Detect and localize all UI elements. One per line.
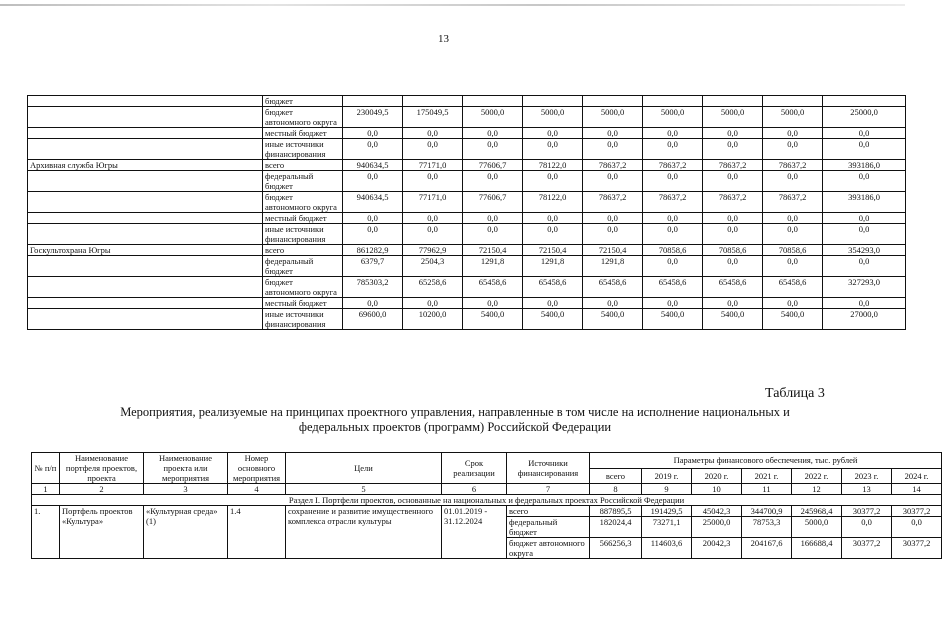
value-cell: 30377,2 — [842, 506, 892, 517]
org-cell — [28, 309, 263, 330]
section-title: Раздел I. Портфели проектов, основанные на национальных и федеральных проектах Российской Федерации — [32, 495, 942, 506]
value-cell: 0,0 — [643, 224, 703, 245]
value-cell: 0,0 — [703, 171, 763, 192]
org-cell — [28, 277, 263, 298]
value-cell: 861282,9 — [343, 245, 403, 256]
value-cell: 0,0 — [703, 256, 763, 277]
org-cell — [28, 224, 263, 245]
value-cell: 0,0 — [763, 139, 823, 160]
value-cell: 0,0 — [583, 224, 643, 245]
source-cell: местный бюджет — [263, 213, 343, 224]
value-cell: 77962,9 — [403, 245, 463, 256]
table-3-title: Мероприятия, реализуемые на принципах проектного управления, направленные в том числе на исполнение национальных и федеральных проектов (программ) Российской Федерации — [120, 405, 790, 434]
value-cell: 1291,8 — [463, 256, 523, 277]
value-cell: 0,0 — [763, 256, 823, 277]
header-project: Наименование проекта или мероприятия — [144, 453, 228, 484]
column-number: 14 — [892, 484, 942, 495]
value-cell: 327293,0 — [823, 277, 906, 298]
value-cell: 393186,0 — [823, 192, 906, 213]
value-cell: 0,0 — [842, 517, 892, 538]
source-cell: федеральный бюджет — [263, 171, 343, 192]
value-cell: 0,0 — [823, 171, 906, 192]
header-num: № п/п — [32, 453, 60, 484]
value-cell: 72150,4 — [523, 245, 583, 256]
value-cell: 0,0 — [523, 171, 583, 192]
value-cell: 69600,0 — [343, 309, 403, 330]
value-cell: 20042,3 — [692, 538, 742, 559]
value-cell: 78122,0 — [523, 160, 583, 171]
value-cell: 0,0 — [463, 224, 523, 245]
value-cell: 6379,7 — [343, 256, 403, 277]
projects-table — [31, 452, 942, 559]
page-number: 13 — [438, 33, 449, 45]
value-cell: 78637,2 — [763, 160, 823, 171]
header-sources: Источники финансирования — [507, 453, 590, 484]
source-cell: всего — [507, 506, 590, 517]
column-number: 13 — [842, 484, 892, 495]
value-cell: 0,0 — [703, 298, 763, 309]
table-row — [28, 139, 906, 160]
value-cell: 5000,0 — [763, 107, 823, 128]
value-cell: 5000,0 — [523, 107, 583, 128]
value-cell: 77171,0 — [403, 160, 463, 171]
org-cell — [28, 298, 263, 309]
value-cell: 78637,2 — [583, 160, 643, 171]
table-row — [28, 256, 906, 277]
value-cell: 785303,2 — [343, 277, 403, 298]
value-cell: 0,0 — [643, 128, 703, 139]
value-cell: 65458,6 — [463, 277, 523, 298]
value-cell: 0,0 — [523, 298, 583, 309]
value-cell: 0,0 — [763, 298, 823, 309]
header-year: 2024 г. — [892, 468, 942, 484]
value-cell: 65458,6 — [763, 277, 823, 298]
column-number: 2 — [60, 484, 144, 495]
source-cell: иные источники финансирования — [263, 139, 343, 160]
value-cell: 393186,0 — [823, 160, 906, 171]
value-cell: 0,0 — [343, 298, 403, 309]
item-term: 01.01.2019 - 31.12.2024 — [442, 506, 507, 559]
value-cell: 191429,5 — [642, 506, 692, 517]
header-term: Срок реализации — [442, 453, 507, 484]
header-year: 2020 г. — [692, 468, 742, 484]
value-cell: 0,0 — [643, 256, 703, 277]
header-params: Параметры финансового обеспечения, тыс. рублей — [590, 453, 942, 469]
column-number: 8 — [590, 484, 642, 495]
value-cell — [463, 96, 523, 107]
header-year: 2022 г. — [792, 468, 842, 484]
value-cell: 0,0 — [643, 298, 703, 309]
header-year: 2023 г. — [842, 468, 892, 484]
value-cell: 0,0 — [823, 224, 906, 245]
column-number: 12 — [792, 484, 842, 495]
value-cell: 25000,0 — [823, 107, 906, 128]
value-cell: 0,0 — [643, 213, 703, 224]
value-cell: 0,0 — [343, 128, 403, 139]
value-cell: 5000,0 — [583, 107, 643, 128]
item-num: 1. — [32, 506, 60, 559]
header-year: 2021 г. — [742, 468, 792, 484]
value-cell: 0,0 — [463, 171, 523, 192]
value-cell: 0,0 — [463, 128, 523, 139]
table-row — [28, 298, 906, 309]
value-cell: 78637,2 — [763, 192, 823, 213]
value-cell: 0,0 — [703, 128, 763, 139]
section-row — [32, 495, 942, 506]
column-number: 6 — [442, 484, 507, 495]
value-cell: 0,0 — [403, 171, 463, 192]
table-row — [28, 160, 906, 171]
table-row — [28, 224, 906, 245]
column-number: 3 — [144, 484, 228, 495]
value-cell: 0,0 — [403, 128, 463, 139]
value-cell: 0,0 — [403, 298, 463, 309]
org-cell — [28, 107, 263, 128]
table-row — [32, 506, 942, 517]
scan-edge-artifact — [0, 4, 905, 6]
source-cell: местный бюджет — [263, 298, 343, 309]
header-main-event: Номер основного мероприятия — [228, 453, 286, 484]
value-cell: 0,0 — [763, 128, 823, 139]
value-cell: 230049,5 — [343, 107, 403, 128]
value-cell: 1291,8 — [583, 256, 643, 277]
column-number-row — [32, 484, 942, 495]
value-cell — [523, 96, 583, 107]
table-row — [28, 128, 906, 139]
value-cell: 5400,0 — [703, 309, 763, 330]
source-cell: бюджет автономного округа — [507, 538, 590, 559]
value-cell: 5000,0 — [643, 107, 703, 128]
org-cell — [28, 139, 263, 160]
value-cell: 77606,7 — [463, 160, 523, 171]
value-cell: 10200,0 — [403, 309, 463, 330]
value-cell: 65458,6 — [643, 277, 703, 298]
value-cell: 5400,0 — [523, 309, 583, 330]
value-cell: 0,0 — [703, 139, 763, 160]
source-cell: всего — [263, 160, 343, 171]
header-year: всего — [590, 468, 642, 484]
header-goals: Цели — [286, 453, 442, 484]
value-cell: 0,0 — [523, 224, 583, 245]
source-cell: иные источники финансирования — [263, 224, 343, 245]
org-cell — [28, 213, 263, 224]
value-cell: 72150,4 — [583, 245, 643, 256]
value-cell: 70858,6 — [643, 245, 703, 256]
value-cell: 0,0 — [523, 213, 583, 224]
org-cell — [28, 128, 263, 139]
org-cell — [28, 192, 263, 213]
table-3-label: Таблица 3 — [765, 386, 825, 401]
value-cell: 0,0 — [823, 213, 906, 224]
value-cell: 245968,4 — [792, 506, 842, 517]
value-cell: 70858,6 — [703, 245, 763, 256]
value-cell: 5400,0 — [643, 309, 703, 330]
org-cell — [28, 256, 263, 277]
value-cell: 0,0 — [343, 139, 403, 160]
value-cell: 0,0 — [583, 139, 643, 160]
value-cell: 0,0 — [403, 139, 463, 160]
value-cell: 65458,6 — [703, 277, 763, 298]
value-cell: 0,0 — [343, 171, 403, 192]
table-row — [28, 309, 906, 330]
value-cell: 0,0 — [643, 139, 703, 160]
value-cell: 0,0 — [583, 128, 643, 139]
value-cell: 5400,0 — [583, 309, 643, 330]
column-number: 10 — [692, 484, 742, 495]
table-row — [28, 171, 906, 192]
value-cell: 354293,0 — [823, 245, 906, 256]
value-cell — [643, 96, 703, 107]
org-cell: Госкультохрана Югры — [28, 245, 263, 256]
source-cell: бюджет автономного округа — [263, 107, 343, 128]
source-cell: бюджет — [263, 96, 343, 107]
value-cell: 70858,6 — [763, 245, 823, 256]
value-cell — [343, 96, 403, 107]
table-row — [28, 96, 906, 107]
value-cell: 1291,8 — [523, 256, 583, 277]
value-cell: 0,0 — [703, 224, 763, 245]
value-cell: 5400,0 — [463, 309, 523, 330]
org-cell — [28, 96, 263, 107]
value-cell: 175049,5 — [403, 107, 463, 128]
column-number: 4 — [228, 484, 286, 495]
value-cell: 72150,4 — [463, 245, 523, 256]
header-year: 2019 г. — [642, 468, 692, 484]
item-goals: сохранение и развитие имущественного комплекса отрасли культуры — [286, 506, 442, 559]
funding-table-continued — [27, 95, 906, 330]
value-cell: 0,0 — [523, 128, 583, 139]
value-cell: 344700,9 — [742, 506, 792, 517]
value-cell — [403, 96, 463, 107]
value-cell: 77171,0 — [403, 192, 463, 213]
column-number: 5 — [286, 484, 442, 495]
value-cell: 30377,2 — [892, 506, 942, 517]
value-cell: 0,0 — [763, 213, 823, 224]
source-cell: всего — [263, 245, 343, 256]
value-cell: 78637,2 — [583, 192, 643, 213]
value-cell: 940634,5 — [343, 160, 403, 171]
value-cell: 25000,0 — [692, 517, 742, 538]
value-cell: 0,0 — [763, 224, 823, 245]
value-cell: 0,0 — [463, 298, 523, 309]
table-row — [28, 107, 906, 128]
column-number: 11 — [742, 484, 792, 495]
value-cell: 78753,3 — [742, 517, 792, 538]
value-cell: 5000,0 — [703, 107, 763, 128]
value-cell — [583, 96, 643, 107]
value-cell: 0,0 — [892, 517, 942, 538]
value-cell: 0,0 — [403, 224, 463, 245]
value-cell: 0,0 — [463, 213, 523, 224]
item-portfolio: Портфель проектов «Культура» — [60, 506, 144, 559]
source-cell: бюджет автономного округа — [263, 192, 343, 213]
value-cell: 0,0 — [463, 139, 523, 160]
value-cell: 0,0 — [823, 298, 906, 309]
value-cell: 78637,2 — [703, 192, 763, 213]
value-cell: 73271,1 — [642, 517, 692, 538]
value-cell: 887895,5 — [590, 506, 642, 517]
value-cell: 78637,2 — [703, 160, 763, 171]
source-cell: бюджет автономного округа — [263, 277, 343, 298]
value-cell: 65458,6 — [523, 277, 583, 298]
value-cell: 0,0 — [343, 213, 403, 224]
source-cell: иные источники финансирования — [263, 309, 343, 330]
value-cell: 65458,6 — [583, 277, 643, 298]
value-cell: 0,0 — [583, 171, 643, 192]
table-row — [28, 213, 906, 224]
value-cell: 0,0 — [703, 213, 763, 224]
header-portfolio: Наименование портфеля проектов, проекта — [60, 453, 144, 484]
source-cell: федеральный бюджет — [263, 256, 343, 277]
source-cell: федеральный бюджет — [507, 517, 590, 538]
value-cell: 78122,0 — [523, 192, 583, 213]
value-cell: 5000,0 — [463, 107, 523, 128]
value-cell: 0,0 — [823, 139, 906, 160]
org-cell: Архивная служба Югры — [28, 160, 263, 171]
value-cell: 166688,4 — [792, 538, 842, 559]
value-cell: 77606,7 — [463, 192, 523, 213]
source-cell: местный бюджет — [263, 128, 343, 139]
value-cell: 2504,3 — [403, 256, 463, 277]
value-cell — [763, 96, 823, 107]
value-cell: 0,0 — [643, 171, 703, 192]
value-cell: 0,0 — [583, 298, 643, 309]
value-cell: 27000,0 — [823, 309, 906, 330]
value-cell: 0,0 — [763, 171, 823, 192]
value-cell: 0,0 — [403, 213, 463, 224]
table-row — [28, 245, 906, 256]
value-cell: 0,0 — [823, 128, 906, 139]
table-row — [28, 277, 906, 298]
table-row — [28, 192, 906, 213]
value-cell — [703, 96, 763, 107]
value-cell: 204167,6 — [742, 538, 792, 559]
value-cell: 5400,0 — [763, 309, 823, 330]
value-cell: 30377,2 — [892, 538, 942, 559]
item-main-event: 1.4 — [228, 506, 286, 559]
value-cell: 114603,6 — [642, 538, 692, 559]
value-cell: 0,0 — [583, 213, 643, 224]
value-cell: 0,0 — [823, 256, 906, 277]
value-cell: 45042,3 — [692, 506, 742, 517]
value-cell: 566256,3 — [590, 538, 642, 559]
column-number: 1 — [32, 484, 60, 495]
column-number: 9 — [642, 484, 692, 495]
value-cell: 0,0 — [343, 224, 403, 245]
value-cell: 65258,6 — [403, 277, 463, 298]
value-cell: 5000,0 — [792, 517, 842, 538]
value-cell: 940634,5 — [343, 192, 403, 213]
value-cell: 0,0 — [523, 139, 583, 160]
org-cell — [28, 171, 263, 192]
value-cell: 182024,4 — [590, 517, 642, 538]
value-cell: 78637,2 — [643, 192, 703, 213]
value-cell: 30377,2 — [842, 538, 892, 559]
column-number: 7 — [507, 484, 590, 495]
value-cell: 78637,2 — [643, 160, 703, 171]
item-project: «Культурная среда» (1) — [144, 506, 228, 559]
value-cell — [823, 96, 906, 107]
